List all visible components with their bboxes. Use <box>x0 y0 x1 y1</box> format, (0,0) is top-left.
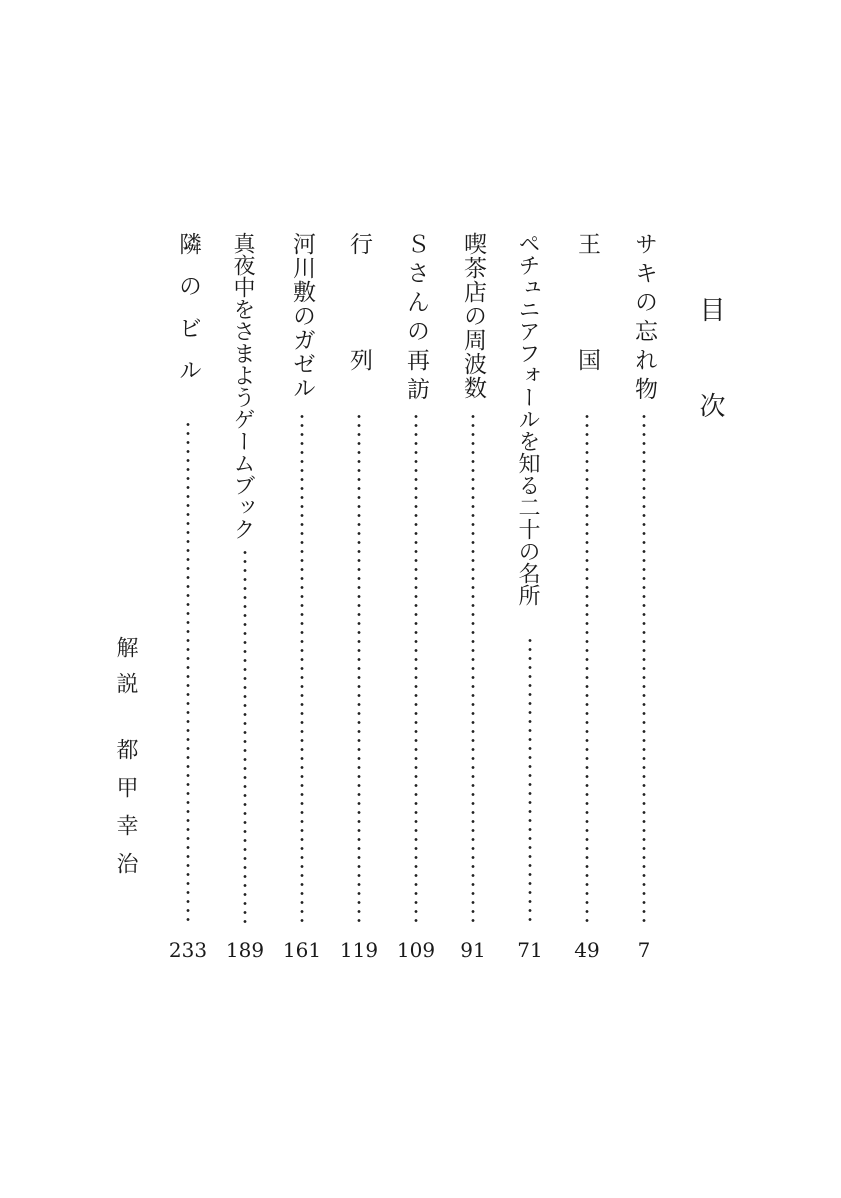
toc-entry[interactable] <box>516 232 544 962</box>
dot-leader <box>186 420 190 924</box>
entry-page-number: 49 <box>574 938 600 962</box>
entry-page-number: 7 <box>637 938 651 962</box>
entry-title: 王 国 <box>574 232 600 377</box>
toc-entry[interactable] <box>168 232 208 962</box>
dot-leader <box>357 412 361 924</box>
entry-title: 隣のビル <box>175 232 201 400</box>
toc-entry[interactable] <box>573 232 601 962</box>
entry-page-number: 71 <box>517 938 543 962</box>
entry-page-number: 109 <box>396 938 436 962</box>
toc-entry[interactable] <box>282 232 322 962</box>
dot-leader <box>528 636 532 924</box>
entry-page-number: 91 <box>460 938 486 962</box>
entry-page-number: 233 <box>168 938 208 962</box>
toc-entry[interactable] <box>339 232 379 962</box>
entry-title: ペチュニアフォールを知る二十の名所 <box>515 232 540 606</box>
commentary-credit <box>114 636 136 890</box>
toc-entry[interactable] <box>396 232 436 962</box>
toc-heading: 目 次 <box>695 296 725 440</box>
entry-title: サキの忘れ物 <box>631 232 657 406</box>
entry-title: 喫茶店の周波数 <box>460 232 486 400</box>
entry-page-number: 161 <box>282 938 322 962</box>
entry-title: 河川敷のガゼル <box>289 232 315 400</box>
toc-entry[interactable] <box>459 232 487 962</box>
dot-leader <box>471 412 475 924</box>
dot-leader <box>243 548 247 924</box>
dot-leader <box>414 412 418 924</box>
entry-page-number: 189 <box>225 938 265 962</box>
commentary-author: 都甲幸治 <box>113 738 138 890</box>
dot-leader <box>300 412 304 924</box>
dot-leader <box>642 412 646 924</box>
entry-title: Ｓさんの再訪 <box>403 232 429 406</box>
toc-entry[interactable] <box>630 232 658 962</box>
entry-page-number: 119 <box>339 938 379 962</box>
entry-title: 真夜中をさまようゲームブック <box>230 232 255 540</box>
entry-title: 行 列 <box>346 232 372 377</box>
toc-entry[interactable] <box>225 232 265 962</box>
dot-leader <box>585 412 589 924</box>
commentary-label: 解説 <box>113 636 138 708</box>
